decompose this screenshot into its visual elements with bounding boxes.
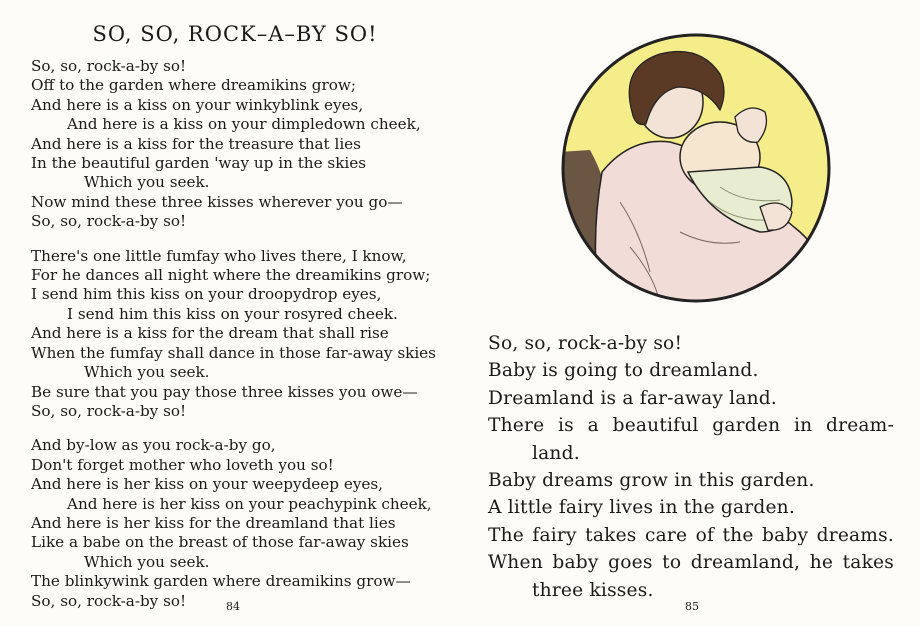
poem-line: For he dances all night where the dreamikins grow;: [31, 266, 431, 285]
prose-line: three kisses.: [532, 579, 654, 601]
prose-line: When baby goes to dreamland, he takes: [488, 552, 894, 574]
prose-line: So, so, rock-a-by so!: [488, 333, 683, 354]
prose-line: Dreamland is a far-away land.: [488, 387, 777, 409]
poem-line: And here is a kiss for the treasure that lies: [31, 134, 361, 153]
prose-line: land.: [532, 442, 580, 464]
poem-line: So, so, rock-a-by so!: [31, 57, 187, 75]
poem-line: Off to the garden where dreamikins grow;: [31, 76, 357, 95]
poem-title: SO, SO, ROCK–A–BY SO!: [92, 22, 378, 46]
poem-line: And here is her kiss for the dreamland that lies: [31, 513, 396, 532]
poem-line: And by-low as you rock-a-by go,: [31, 436, 276, 455]
page-number-right: 85: [685, 600, 699, 613]
poem-line: Which you seek.: [84, 173, 210, 192]
poem-body: [31, 57, 436, 626]
poem-line: Now mind these three kisses wherever you go—: [31, 192, 403, 211]
poem-line: And here is a kiss on your winkyblink eyes,: [31, 95, 364, 114]
poem-line: I send him this kiss on your rosyred cheek.: [67, 304, 398, 323]
prose-line: There is a beautiful garden in dream-: [488, 415, 894, 437]
poem-line: And here is a kiss for the dream that shall rise: [31, 324, 389, 343]
poem-stanza-1: [31, 57, 436, 232]
prose-line: A little fairy lives in the garden.: [488, 497, 795, 519]
poem-line: So, so, rock-a-by so!: [31, 401, 187, 420]
poem-line: The blinkywink garden where dreamikins grow—: [31, 572, 411, 591]
poem-line: So, so, rock-a-by so!: [31, 212, 187, 231]
poem-line: Like a babe on the breast of those far-away skies: [31, 533, 409, 552]
prose-line: The fairy takes care of the baby dreams.: [488, 524, 894, 546]
poem-stanza-2: [31, 247, 436, 422]
prose-line: Baby dreams grow in this garden.: [488, 470, 815, 492]
poem-line: Which you seek.: [84, 552, 210, 571]
prose-text: [488, 330, 894, 604]
poem-line: When the fumfay shall dance in those far-away skies: [31, 343, 436, 362]
poem-line: Don't forget mother who loveth you so!: [31, 455, 334, 474]
left-page: [0, 0, 460, 623]
mother-holding-baby-illustration: [560, 32, 832, 304]
poem-line: And here is a kiss on your dimpledown cheek,: [67, 115, 421, 134]
poem-line: Which you seek.: [84, 363, 210, 382]
poem-line: And here is her kiss on your peachypink cheek,: [67, 494, 432, 513]
poem-line: In the beautiful garden 'way up in the skies: [31, 154, 367, 173]
poem-line: There's one little fumfay who lives there, I know,: [31, 246, 407, 265]
poem-stanza-3: [31, 436, 436, 611]
page-number-left: 84: [226, 600, 240, 613]
poem-line: So, so, rock-a-by so!: [31, 591, 187, 610]
poem-line: I send him this kiss on your droopydrop eyes,: [31, 285, 382, 304]
prose-line: Baby is going to dreamland.: [488, 360, 759, 382]
poem-line: And here is her kiss on your weepydeep eyes,: [31, 475, 384, 494]
right-page: [460, 0, 920, 623]
poem-line: Be sure that you pay those three kisses you owe—: [31, 382, 418, 401]
